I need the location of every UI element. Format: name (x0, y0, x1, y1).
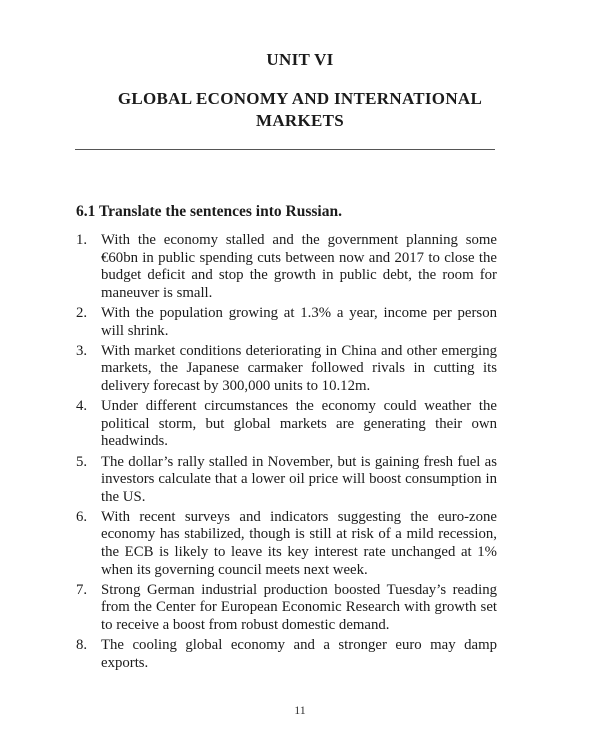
item-text: With the economy stalled and the government planning some €60bn in public spending cuts between now and 2017 to close the budget deficit and stop the growth in public debt, the room for maneuver is small. (101, 232, 497, 301)
item-number: 4. (76, 398, 88, 415)
item-number: 7. (76, 581, 88, 598)
item-text: With the population growing at 1.3% a year, income per person will shrink. (101, 304, 497, 339)
item-text: Strong German industrial production boosted Tuesday’s reading from the Center for European Economic Research with growth set to receive a boost from robust domestic demand. (101, 581, 497, 634)
list-item (76, 637, 497, 672)
item-text: The dollar’s rally stalled in November, but is gaining fresh fuel as investors calculate that a lower oil price will boost consumption in the US. (101, 453, 497, 505)
list-item (76, 398, 497, 451)
page-number: 11 (294, 703, 306, 717)
section-title (70, 88, 530, 132)
item-number: 2. (76, 304, 88, 321)
sentence-list (76, 232, 497, 675)
item-number: 3. (76, 342, 88, 359)
list-item (76, 232, 497, 302)
item-text: With market conditions deteriorating in China and other emerging markets, the Japanese carmaker followed rivals in cutting its delivery forecast by 300,000 units to 10.12m. (101, 342, 497, 394)
list-item (76, 305, 497, 340)
item-text: With recent surveys and indicators suggesting the euro-zone economy has stabilized, though is still at risk of a mild recession, the ECB is likely to leave its key interest rate unchanged at 1% when its governing council meets next week. (101, 508, 497, 578)
item-text: Under different circumstances the economy could weather the political storm, but global markets are generating their own headwinds. (101, 398, 497, 450)
list-item (76, 509, 497, 579)
item-number: 1. (76, 232, 88, 248)
item-number: 5. (76, 453, 88, 470)
unit-title: UNIT VI (266, 50, 334, 69)
item-number: 8. (76, 637, 88, 654)
list-item (76, 582, 497, 635)
section-title-line-1: GLOBAL ECONOMY AND INTERNATIONAL (117, 89, 483, 108)
item-number: 6. (76, 508, 88, 525)
list-item (76, 454, 497, 507)
list-item (76, 343, 497, 396)
section-title-line-2: MARKETS (255, 111, 345, 130)
exercise-heading: 6.1 Translate the sentences into Russian. (76, 203, 342, 220)
horizontal-rule (75, 149, 495, 150)
item-text: The cooling global economy and a stronger euro may damp exports. (101, 637, 497, 671)
